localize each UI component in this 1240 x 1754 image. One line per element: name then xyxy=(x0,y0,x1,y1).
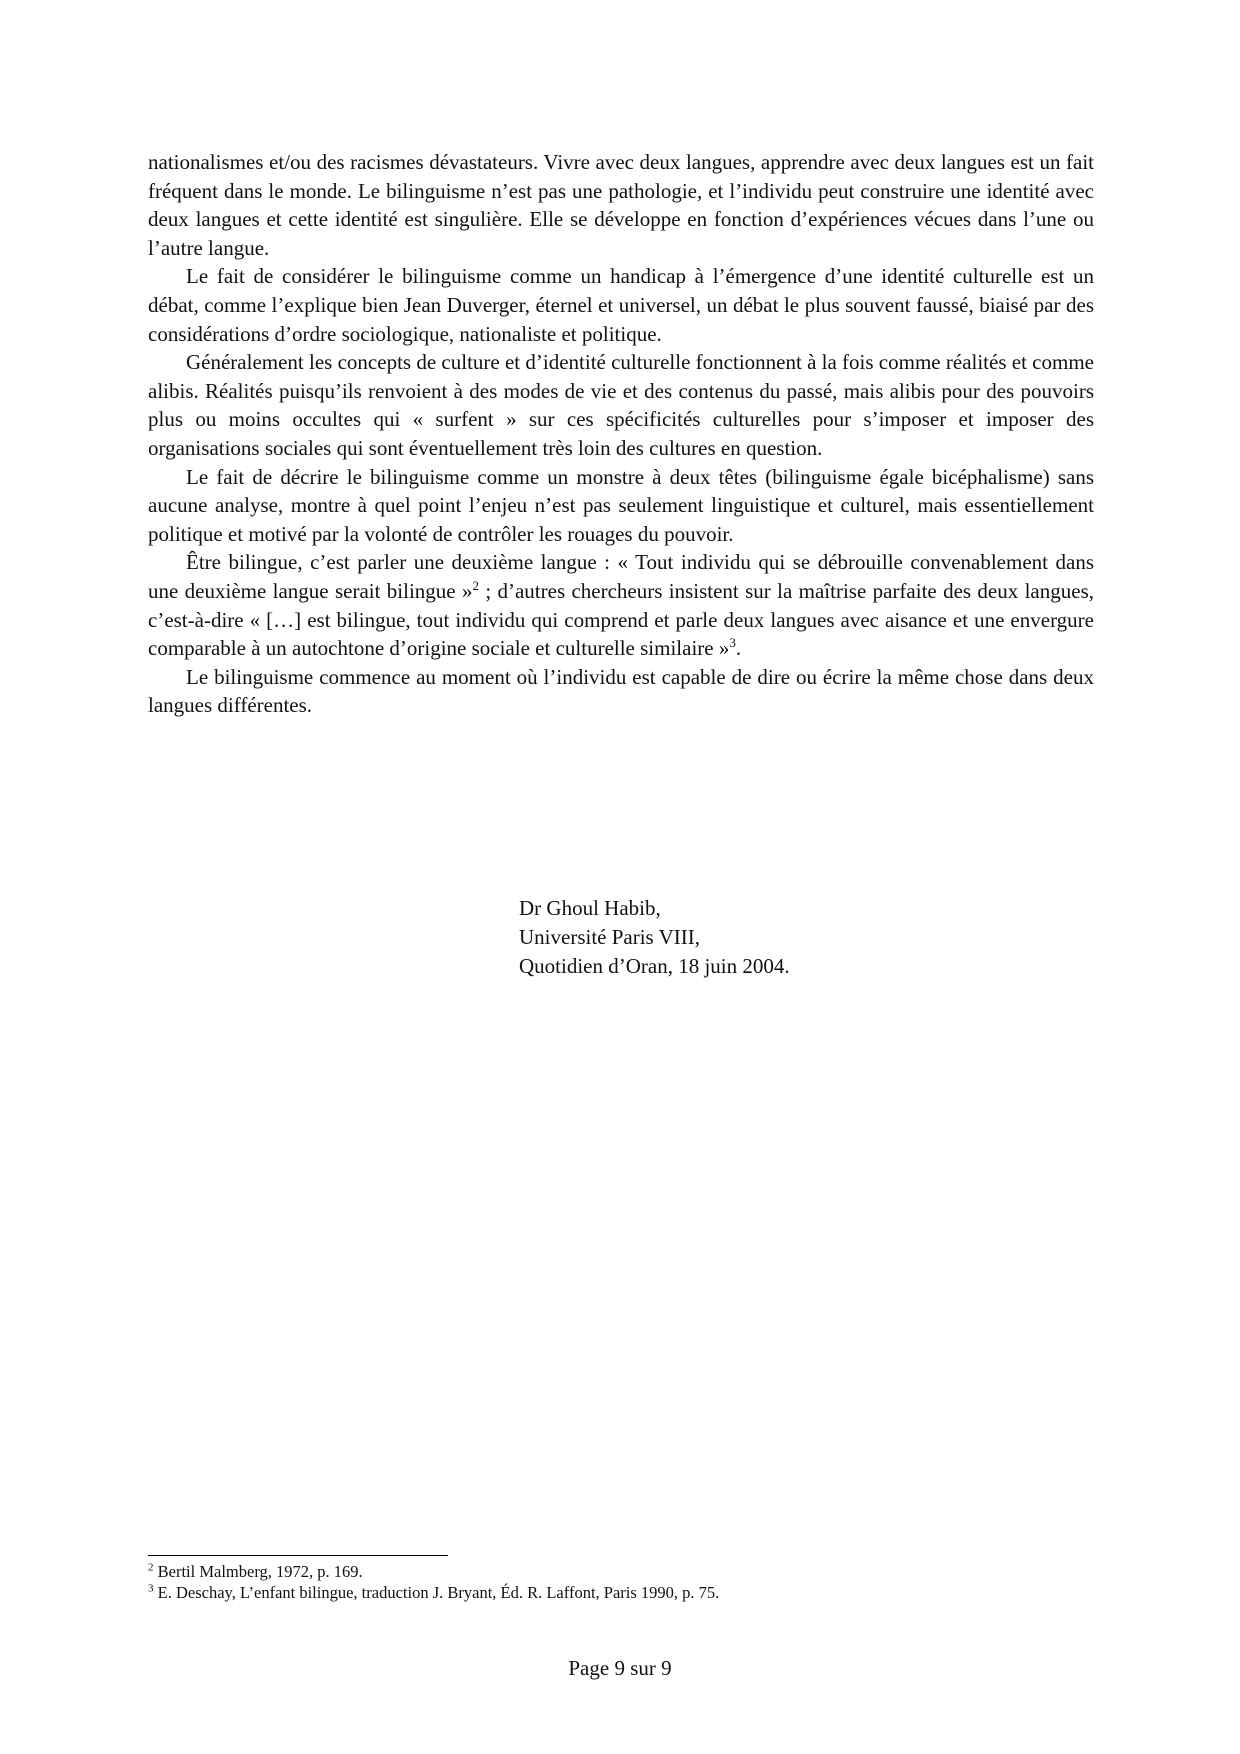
footnote-number: 2 xyxy=(148,1561,154,1574)
footnote-text: E. Deschay, L’enfant bilingue, traduction J. Bryant, Éd. R. Laffont, Paris 1990, p. 75. xyxy=(153,1583,720,1602)
definition-text-part-3: . xyxy=(735,636,742,661)
signature-block xyxy=(519,894,790,981)
paragraph-handicap: Le fait de considérer le bilinguisme comme un handicap à l’émergence d’une identité culturelle est un débat, comme l’explique bien Jean Duverger, éternel et universel, un débat le plus souvent faussé, biaisé par des considérations d’ordre sociologique, nationaliste et politique. xyxy=(148,264,1094,346)
footnote-ref-2[interactable]: 2 xyxy=(472,577,479,593)
paragraph-conclusion: Le bilinguisme commence au moment où l’individu est capable de dire ou écrire la même chose dans deux langues différentes. xyxy=(148,664,1094,718)
signature-affiliation: Université Paris VIII, xyxy=(519,925,700,949)
paragraph-definition xyxy=(148,548,1094,662)
paragraph-monster: Le fait de décrire le bilinguisme comme un monstre à deux têtes (bilinguisme égale bicéphalisme) sans aucune analyse, montre à quel point l’enjeu n’est pas seulement linguistique et culturel, mais essentiellement politique et motivé par la volonté de contrôler les rouages du pouvoir. xyxy=(148,464,1094,546)
footnote-number: 3 xyxy=(148,1582,154,1595)
article-body xyxy=(148,148,1094,720)
paragraph-continuation: nationalismes et/ou des racismes dévastateurs. Vivre avec deux langues, apprendre avec deux langues est un fait fréquent dans le monde. Le bilinguisme n’est pas une pathologie, et l’individu peut construire une identité avec deux langues et cette identité est singulière. Elle se développe en fonction d’expériences vécues dans l’une ou l’autre langue. xyxy=(148,150,1094,260)
definition-text-part-1: Être bilingue, c’est parler une deuxième langue : « Tout individu qui se débrouille convenablement dans une deuxième langue serait bilingue » xyxy=(148,550,1094,603)
footnote-separator xyxy=(148,1555,448,1556)
definition-text-part-2: ; d’autres chercheurs insistent sur la maîtrise parfaite des deux langues, c’est-à-dire « […] est bilingue, tout individu qui comprend et parle deux langues avec aisance et une envergure comparable à un autochtone d’origine sociale et culturelle similaire » xyxy=(148,578,1094,661)
footnote-text: Bertil Malmberg, 1972, p. 169. xyxy=(153,1562,363,1581)
footnote-3 xyxy=(148,1582,719,1603)
signature-author: Dr Ghoul Habib, xyxy=(519,896,661,920)
footnotes xyxy=(148,1561,719,1603)
footnote-ref-3[interactable]: 3 xyxy=(729,635,736,651)
footnote-2 xyxy=(148,1561,719,1582)
signature-source: Quotidien d’Oran, 18 juin 2004. xyxy=(519,954,790,978)
paragraph-culture-identity: Généralement les concepts de culture et d’identité culturelle fonctionnent à la fois comme réalités et comme alibis. Réalités puisqu’ils renvoient à des modes de vie et des contenus du passé, mais alibis pour des pouvoirs plus ou moins occultes qui « surfent » sur ces spécificités culturelles pour s’imposer et imposer des organisations sociales qui sont éventuellement très loin des cultures en question. xyxy=(148,350,1094,460)
page-number: Page 9 sur 9 xyxy=(568,1656,672,1680)
